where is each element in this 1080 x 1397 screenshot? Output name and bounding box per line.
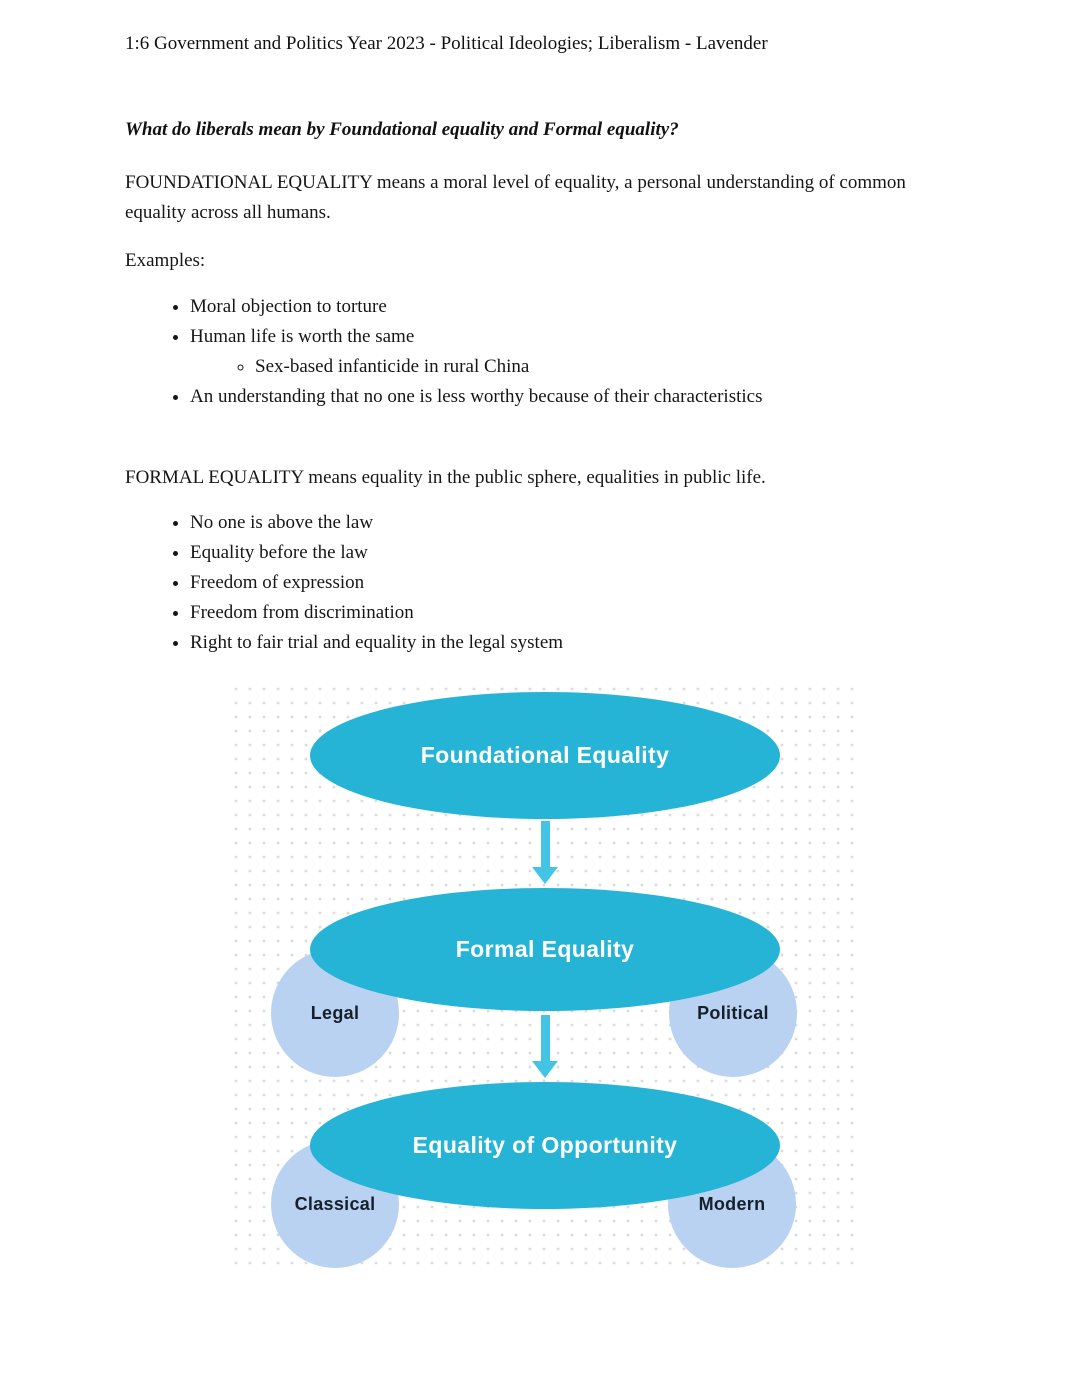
- list-item: • Freedom from discrimination: [190, 598, 563, 628]
- equality-of-opportunity-node: [310, 1082, 780, 1209]
- node-label: Equality of Opportunity: [412, 1132, 678, 1158]
- formal-bullet-list: [125, 508, 563, 658]
- node-label: Classical: [294, 1193, 376, 1214]
- arrow-shaft: [541, 1015, 550, 1061]
- sub-bullet-list: [190, 352, 762, 382]
- list-item: • An understanding that no one is less worthy because of their characteristics: [190, 382, 762, 412]
- node-label: Political: [697, 1002, 769, 1023]
- list-item: • Moral objection to torture: [190, 292, 762, 322]
- list-item: • Right to fair trial and equality in the legal system: [190, 628, 563, 658]
- equality-diagram: [225, 678, 862, 1272]
- list-item: ◦ Sex-based infanticide in rural China: [255, 352, 762, 382]
- arrow-shaft: [541, 821, 550, 867]
- list-item: [190, 322, 762, 382]
- arrow-head: [532, 1061, 558, 1078]
- list-item-text: Human life is worth the same: [190, 326, 415, 347]
- arrow-head: [532, 867, 558, 884]
- node-label: Modern: [698, 1193, 766, 1214]
- node-label: Foundational Equality: [420, 742, 670, 768]
- foundational-equality-node: [310, 692, 780, 819]
- formal-paragraph: FORMAL EQUALITY means equality in the public sphere, equalities in public life.: [125, 467, 766, 488]
- examples-label: Examples:: [125, 250, 206, 271]
- list-item: • Freedom of expression: [190, 568, 563, 598]
- list-item: • Equality before the law: [190, 538, 563, 568]
- foundational-paragraph: FOUNDATIONAL EQUALITY means a moral level of equality, a personal understanding of common equality across all humans.: [125, 172, 906, 223]
- formal-equality-node: [310, 888, 780, 1011]
- list-item: • No one is above the law: [190, 508, 563, 538]
- question-heading: What do liberals mean by Foundational equality and Formal equality?: [125, 119, 679, 140]
- document-header: 1:6 Government and Politics Year 2023 - Political Ideologies; Liberalism - Lavender: [125, 33, 768, 54]
- foundational-bullet-list: [125, 292, 762, 412]
- node-label: Formal Equality: [455, 936, 635, 962]
- node-label: Legal: [310, 1002, 360, 1023]
